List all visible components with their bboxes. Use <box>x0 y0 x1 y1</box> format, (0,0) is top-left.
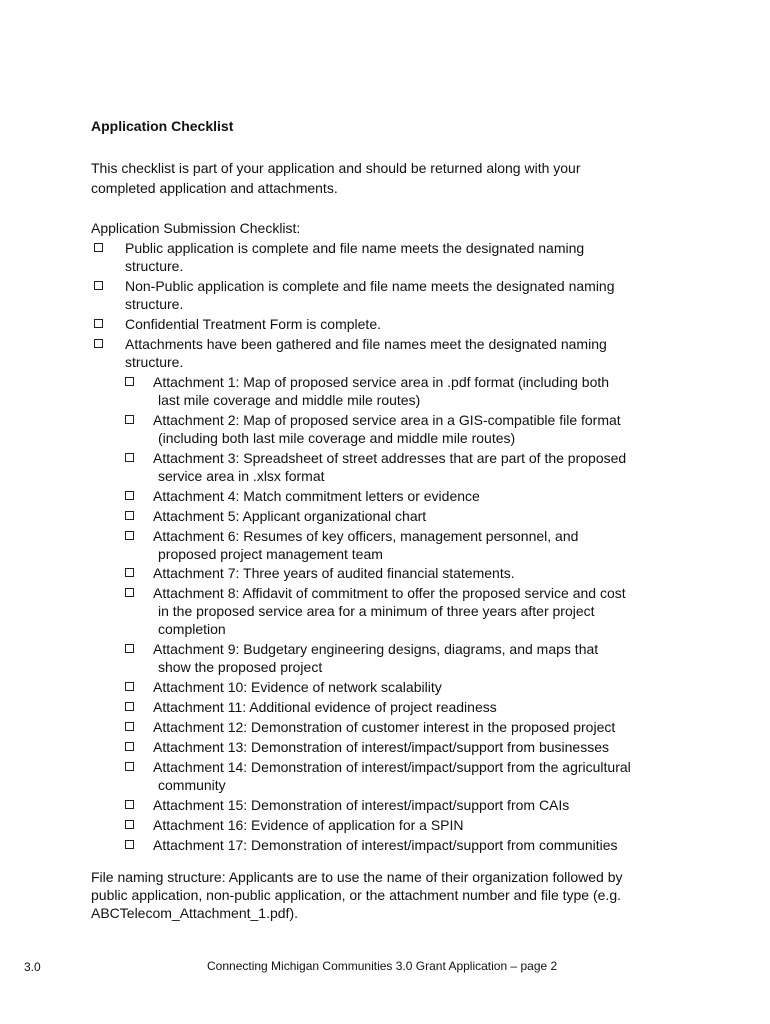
attachment-text: (including both last mile coverage and middle mile routes) <box>158 430 516 446</box>
item-text: structure. <box>125 354 184 370</box>
item-text: structure. <box>125 296 184 312</box>
checkbox[interactable] <box>125 453 134 462</box>
intro-line: completed application and attachments. <box>91 180 338 196</box>
attachment-text: Attachment 12: Demonstration of customer interest in the proposed project <box>153 719 616 735</box>
attachment-text: Attachment 9: Budgetary engineering designs, diagrams, and maps that <box>153 641 599 657</box>
checkbox[interactable] <box>125 800 134 809</box>
checkbox[interactable] <box>125 491 134 500</box>
attachment-text: community <box>158 777 226 793</box>
attachment-text: Attachment 13: Demonstration of interest/impact/support from businesses <box>153 739 609 755</box>
item-text: structure. <box>125 258 184 274</box>
checkbox[interactable] <box>125 762 134 771</box>
attachment-text: completion <box>158 621 226 637</box>
item-text: Public application is complete and file name meets the designated naming <box>125 240 585 256</box>
submission-checklist-label: Application Submission Checklist: <box>91 220 301 236</box>
checkbox[interactable] <box>125 682 134 691</box>
note-line: ABCTelecom_Attachment_1.pdf). <box>91 905 298 921</box>
checkbox[interactable] <box>94 243 103 252</box>
item-text: Non-Public application is complete and file name meets the designated naming <box>125 278 615 294</box>
checkbox[interactable] <box>125 820 134 829</box>
attachment-text: Attachment 10: Evidence of network scalability <box>153 679 442 695</box>
attachment-text: Attachment 17: Demonstration of interest/impact/support from communities <box>153 837 618 853</box>
attachment-text: Attachment 1: Map of proposed service area in .pdf format (including both <box>153 374 610 390</box>
item-text: Confidential Treatment Form is complete. <box>125 316 381 332</box>
file-naming-note <box>91 868 691 922</box>
checkbox[interactable] <box>125 722 134 731</box>
attachment-text: Attachment 16: Evidence of application for a SPIN <box>153 817 464 833</box>
page-title: Application Checklist <box>91 118 234 134</box>
attachment-text: service area in .xlsx format <box>158 468 325 484</box>
checkbox[interactable] <box>125 531 134 540</box>
note-line: File naming structure: Applicants are to use the name of their organization followed by <box>91 869 623 885</box>
checkbox[interactable] <box>125 415 134 424</box>
checkbox[interactable] <box>125 840 134 849</box>
checkbox[interactable] <box>125 644 134 653</box>
attachment-text: in the proposed service area for a minimum of three years after project <box>158 603 595 619</box>
attachment-text: Attachment 5: Applicant organizational chart <box>153 508 427 524</box>
attachment-text: Attachment 7: Three years of audited financial statements. <box>153 565 515 581</box>
intro-line: This checklist is part of your application and should be returned along with your <box>91 160 581 176</box>
checkbox[interactable] <box>125 588 134 597</box>
item-text: Attachments have been gathered and file names meet the designated naming <box>125 336 607 352</box>
attachment-text: Attachment 4: Match commitment letters or evidence <box>153 488 480 504</box>
checkbox[interactable] <box>125 377 134 386</box>
intro-paragraph <box>91 158 691 198</box>
checkbox[interactable] <box>94 339 103 348</box>
attachment-text: proposed project management team <box>158 546 383 562</box>
attachment-text: Attachment 8: Affidavit of commitment to offer the proposed service and cost <box>153 585 626 601</box>
checkbox[interactable] <box>125 702 134 711</box>
attachment-text: Attachment 6: Resumes of key officers, management personnel, and <box>153 528 579 544</box>
checkbox[interactable] <box>125 568 134 577</box>
attachment-text: Attachment 2: Map of proposed service area in a GIS-compatible file format <box>153 412 621 428</box>
checkbox[interactable] <box>94 281 103 290</box>
footer-version: 3.0 <box>24 960 41 974</box>
checkbox[interactable] <box>125 511 134 520</box>
attachment-text: Attachment 14: Demonstration of interest/impact/support from the agricultural <box>153 759 631 775</box>
checkbox[interactable] <box>94 319 103 328</box>
footer-page-title: Connecting Michigan Communities 3.0 Grant Application – page 2 <box>207 959 558 973</box>
attachment-text: Attachment 3: Spreadsheet of street addresses that are part of the proposed <box>153 450 627 466</box>
attachment-text: show the proposed project <box>158 659 323 675</box>
checkbox[interactable] <box>125 742 134 751</box>
note-line: public application, non-public application, or the attachment number and file type (e.g. <box>91 887 621 903</box>
attachment-text: Attachment 15: Demonstration of interest/impact/support from CAIs <box>153 797 570 813</box>
attachment-text: last mile coverage and middle mile routes) <box>158 392 421 408</box>
attachment-text: Attachment 11: Additional evidence of project readiness <box>153 699 497 715</box>
